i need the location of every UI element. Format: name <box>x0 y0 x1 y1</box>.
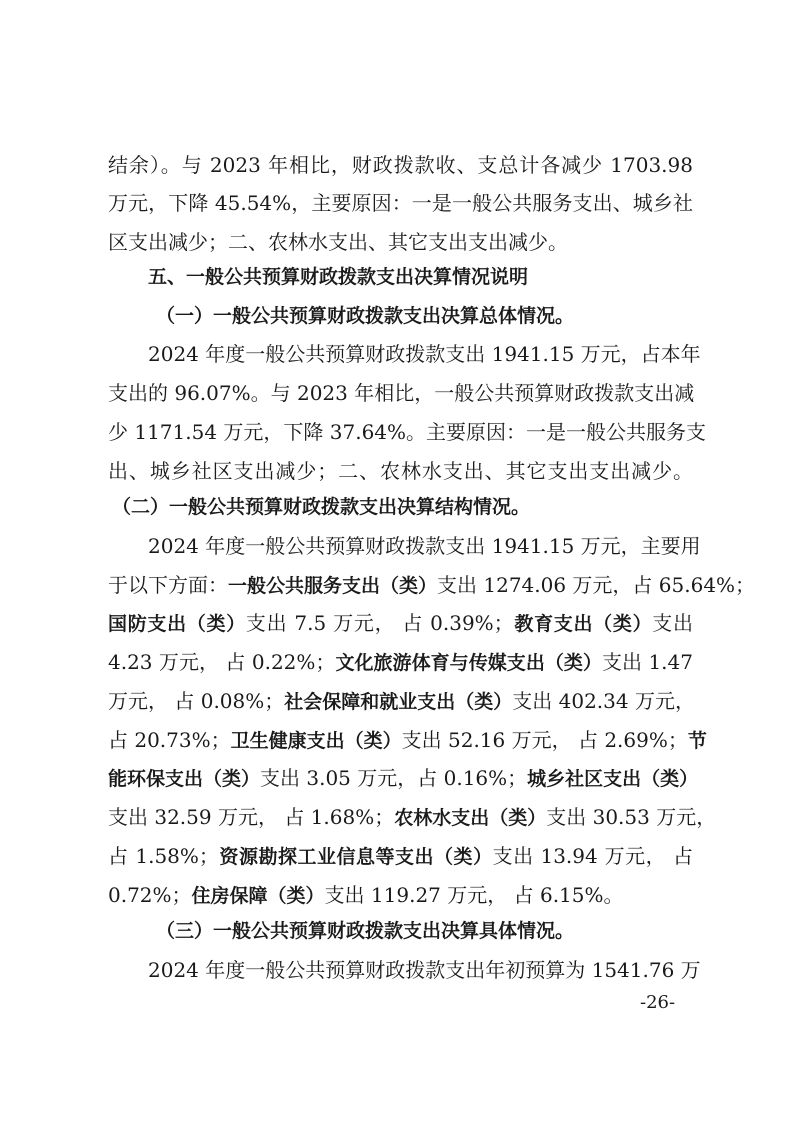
category-label: 农林水支出（类） <box>394 807 547 829</box>
paragraph-line <box>108 571 756 601</box>
text-run: 支出 30.53 万元， <box>546 805 717 829</box>
subsection-heading: （三）一般公共预算财政拨款支出决算具体情况。 <box>156 920 575 942</box>
category-label: 社会保障和就业支出（类） <box>284 691 513 713</box>
paragraph-line <box>108 764 699 794</box>
category-label: 文化旅游体育与传媒支出（类） <box>335 652 602 674</box>
text-run: 支出 1274.06 万元，占 65.64%； <box>437 573 756 597</box>
text-run: 万元， 占 0.08%； <box>108 689 285 713</box>
text-run: 占 1.58%； <box>108 844 219 868</box>
paragraph-line <box>108 609 693 639</box>
text-run: 支出 1.47 <box>601 650 693 674</box>
text-run: 0.72%； <box>108 883 192 907</box>
category-label: 能环保支出（类） <box>108 768 261 790</box>
paragraph-line <box>108 881 693 911</box>
subsection-heading: （一）一般公共预算财政拨款支出决算总体情况。 <box>156 305 575 327</box>
paragraph-line <box>108 803 717 833</box>
paragraph-line: 结余）。与 2023 年相比，财政拨款收、支总计各减少 1703.98 <box>108 153 693 177</box>
category-label: 资源勘探工业信息等支出（类） <box>218 846 493 868</box>
category-label: 一般公共服务支出（类） <box>228 575 438 597</box>
text-run: 于以下方面： <box>108 573 228 597</box>
text-run: 4.23 万元， 占 0.22%； <box>108 650 336 674</box>
paragraph-line: 2024 年度一般公共预算财政拨款支出 1941.15 万元，占本年 <box>148 342 701 366</box>
paragraph-line: 万元，下降 45.54%，主要原因：一是一般公共服务支出、城乡社 <box>108 191 693 215</box>
category-label: 国防支出（类） <box>108 613 246 635</box>
page-number: -26- <box>640 992 676 1013</box>
category-label: 卫生健康支出（类） <box>230 730 402 752</box>
text-run: 支出 119.27 万元， 占 6.15%。 <box>324 883 624 907</box>
paragraph-line: 出、城乡社区支出减少；二、农林水支出、其它支出支出减少。 <box>108 459 693 483</box>
text-run: 支出 13.94 万元， 占 <box>492 844 693 868</box>
paragraph-line <box>108 726 707 756</box>
subsection-heading: （二）一般公共预算财政拨款支出决算结构情况。 <box>112 496 531 518</box>
text-run: 占 20.73%； <box>108 728 231 752</box>
paragraph-line: 支出的 96.07%。与 2023 年相比，一般公共预算财政拨款支出减 <box>108 381 695 405</box>
section-heading: 五、一般公共预算财政拨款支出决算情况说明 <box>148 266 529 288</box>
text-run: 支出 <box>652 611 693 635</box>
paragraph-line: 少 1171.54 万元，下降 37.64%。主要原因：一是一般公共服务支 <box>108 420 707 444</box>
paragraph-line: 区支出减少；二、农林水支出、其它支出支出减少。 <box>108 230 568 254</box>
text-run: 支出 402.34 万元， <box>512 689 695 713</box>
paragraph-line: 2024 年度一般公共预算财政拨款支出 1941.15 万元，主要用 <box>148 534 701 558</box>
paragraph-line <box>108 842 693 872</box>
text-run: 支出 32.59 万元， 占 1.68%； <box>108 805 395 829</box>
text-run: 支出 52.16 万元， 占 2.69%； <box>401 728 688 752</box>
category-label: 节 <box>687 730 707 752</box>
category-label: 住房保障（类） <box>191 885 325 907</box>
paragraph-line <box>108 687 693 717</box>
paragraph-line: 2024 年度一般公共预算财政拨款支出年初预算为 1541.76 万 <box>148 958 701 982</box>
paragraph-line <box>108 648 693 678</box>
text-run: 支出 3.05 万元，占 0.16%； <box>260 766 528 790</box>
category-label: 城乡社区支出（类） <box>527 768 699 790</box>
text-run: 支出 7.5 万元， 占 0.39%； <box>245 611 514 635</box>
category-label: 教育支出（类） <box>513 613 653 635</box>
